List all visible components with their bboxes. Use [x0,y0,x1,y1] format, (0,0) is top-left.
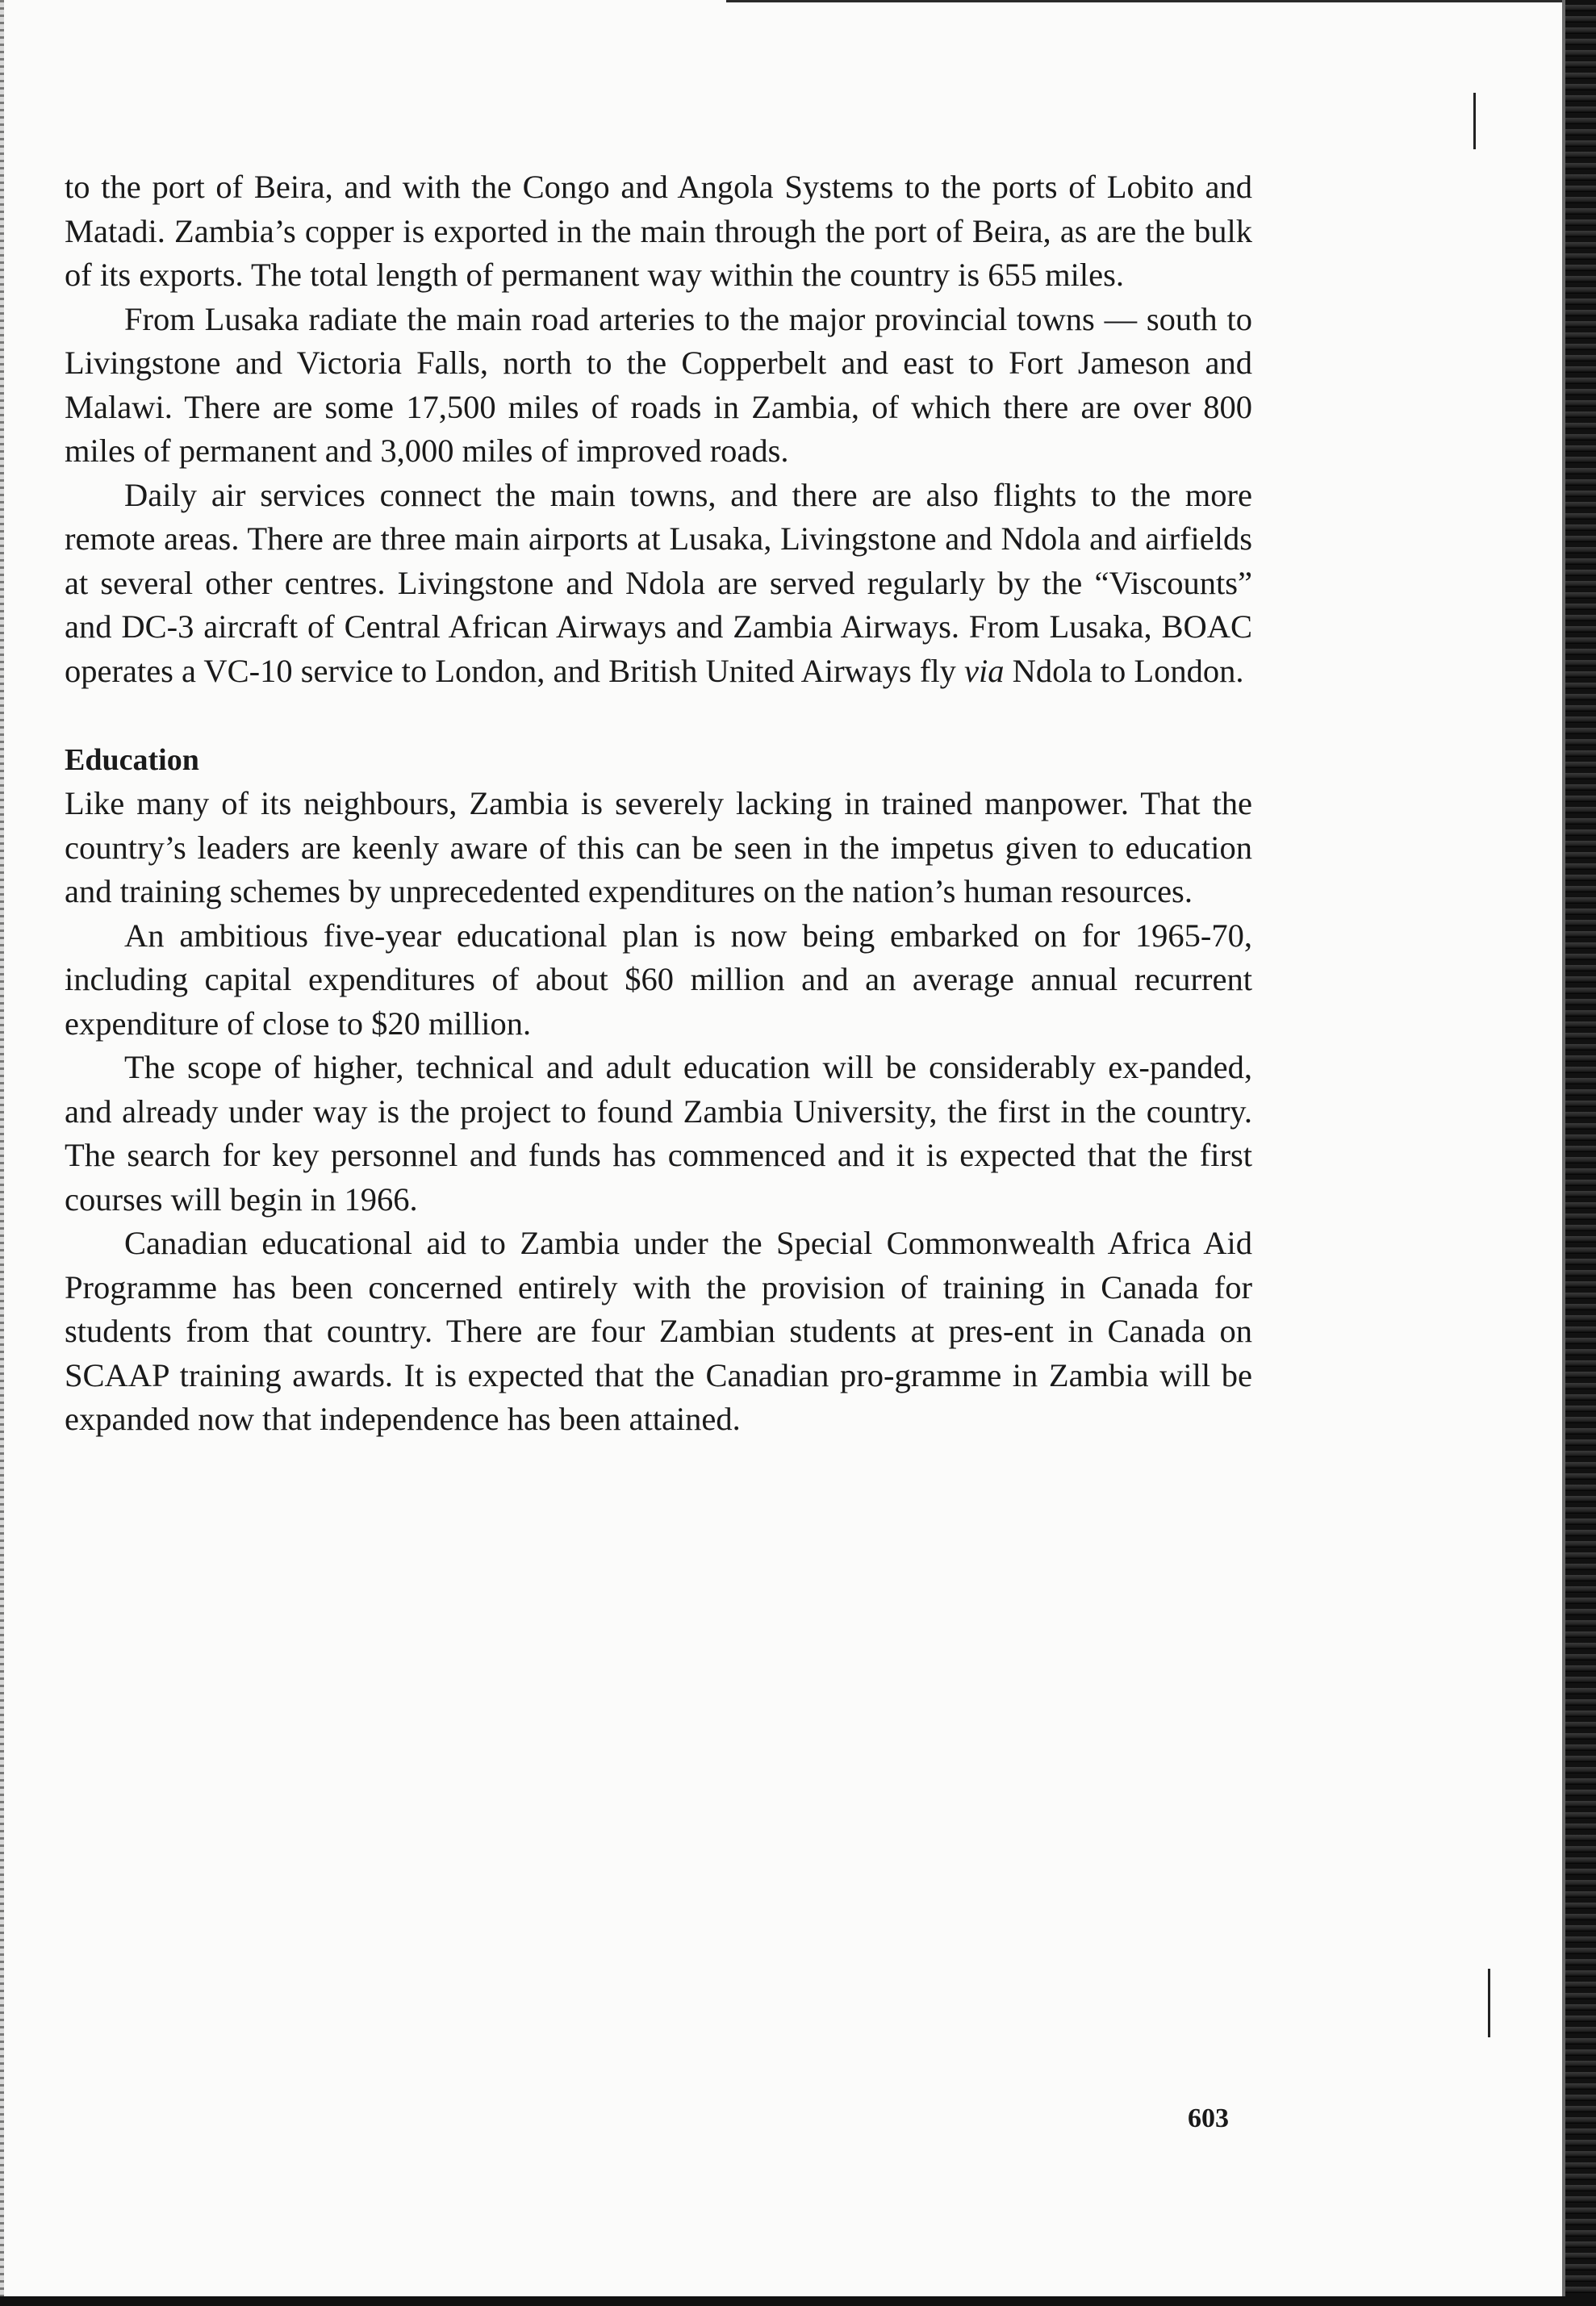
scan-edge-top [726,0,1565,2]
gutter-mark [1488,1969,1490,2037]
paragraph-manpower: Like many of its neighbours, Zambia is severely lacking in trained manpower. That the country’s leaders are keenly aware of this can be seen in the impetus given to education and training schemes by unprecedented expenditures on the nation’s human resources. [65,785,1252,909]
paragraph-air-services-text: Daily air services connect the main towns, and there are also flights to the more remote areas. There are three main airports at Lusaka, Livingstone and Ndola and airfields at several other centres. Livingstone and Ndola are served regularly by the “Viscounts” and DC-3 aircraft of Central African Airways and Zambia Airways. From Lusaka, BOAC operates a VC-10 service to London, and British United Airways fly [65,476,1252,689]
paragraph-canadian-aid: Canadian educational aid to Zambia under the Special Commonwealth Africa Aid Programme has been concerned entirely with the provision of training in Canada for students from that country. There are four Zambian students at pres-ent in Canada on SCAAP training awards. It is expected that the Canadian pro-gramme in Zambia will be expanded now that independence has been attained. [65,1225,1252,1437]
paragraph-roads: From Lusaka radiate the main road arteries to the major provincial towns — south to Livingstone and Victoria Falls, north to the Copperbelt and east to Fort Jameson and Malawi. There are some 17,500 miles of roads in Zambia, of which there are over 800 miles of permanent and 3,000 miles of improved roads. [65,300,1252,469]
paragraph-higher-education: The scope of higher, technical and adult education will be considerably ex-panded, and already under way is the project to found Zambia University, the first in the country. The search for key personnel and funds has commenced and it is expected that the first courses will begin in 1966. [65,1049,1252,1218]
page-number: 603 [1188,2103,1229,2133]
gutter-mark [1473,93,1476,149]
scan-edge-right [1565,0,1596,2306]
scan-edge-left [0,0,4,2306]
paragraph-five-year-plan: An ambitious five-year educational plan is now being embarked on for 1965-70, including capital expenditures of about $60 million and an average annual recurrent expenditure of close to $20 million. [65,917,1252,1042]
section-heading-education: Education [65,743,199,777]
paragraph-air-services [65,474,1252,694]
scan-edge-bottom [0,2296,1596,2306]
body-text [65,165,1252,1442]
paragraph-railways: to the port of Beira, and with the Congo and Angola Systems to the ports of Lobito and Matadi. Zambia’s copper is exported in the main through the port of Beira, as are the bulk of its exports. The total length of permanent way within the country is 655 miles. [65,169,1252,293]
italic-via: via [964,652,1005,689]
paragraph-air-services-end: Ndola to London. [1012,652,1244,689]
